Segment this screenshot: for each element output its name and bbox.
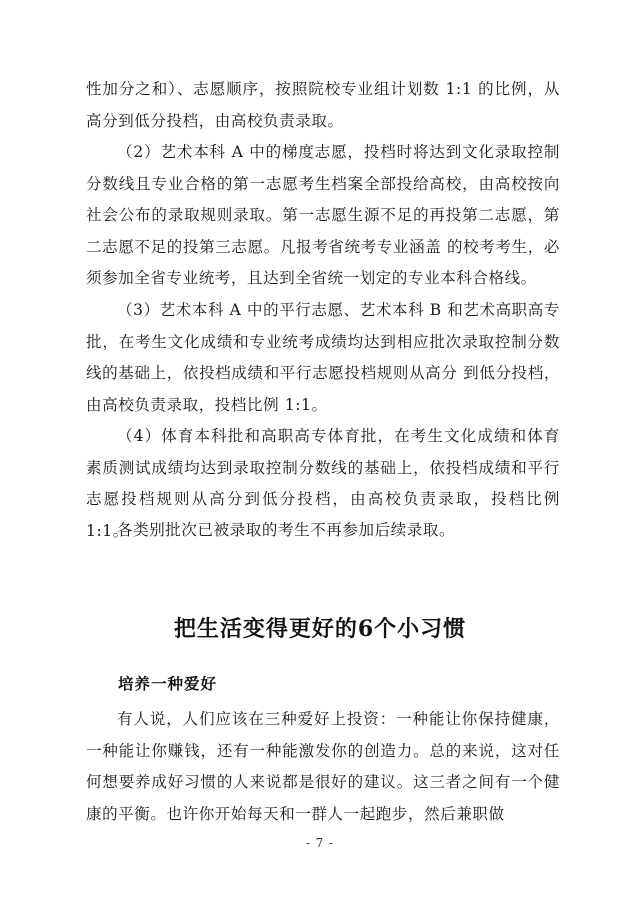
paragraph-admission-ratio: 性加分之和）、志愿顺序，按照院校专业组计划数 1:1 的比例，从高分到低分投档，由高校负责录取。 — [86, 80, 560, 130]
article-body: 有人说，人们应该在三种爱好上投资：一种能让你保持健康，一种能让你赚钱，还有一种能激发你的创造力。总的来说，这对任何想要养成好习惯的人来说都是很好的建议。这三者之间有一个健康的平衡。也许你开始每天和一群人一起跑步，然后兼职做 — [86, 710, 560, 823]
article-subheading: 培养一种爱好 — [118, 674, 218, 693]
paragraph-sports: （4）体育本科批和高职高专体育批，在考生文化成绩和体育素质测试成绩均达到录取控制分数线的基础上，依投档成绩和平行志愿投档规则从高分到低分投档，由高校负责录取，投档比例 1:1。 — [86, 427, 560, 540]
paragraph-art-a-parallel: （3）艺术本科 A 中的平行志愿、艺术本科 B 和艺术高职高专批，在考生文化成绩和专业统考成绩均达到相应批次录取控制分数线的基础上，依投档成绩和平行志愿投档规则从高分 到低分投档，由高校负责录取，投档比例 1:1。 — [86, 301, 560, 414]
page-number: - 7 - — [305, 836, 335, 850]
paragraph-closing-note: 各类别批次已被录取的考生不再参加后续录取。 — [117, 521, 456, 539]
paragraph-art-a-gradient: （2）艺术本科 A 中的梯度志愿，投档时将达到文化录取控制分数线且专业合格的第一志愿考生档案全部投给高校，由高校按向社会公布的录取规则录取。第一志愿生源不足的再投第二志愿，第二志愿不足的投第三志愿。凡报考省统考专业涵盖 的校考考生，必须参加全省专业统考，且达到全省统一划定的专业本科合格线。 — [86, 143, 560, 288]
article-title: 把生活变得更好的6个小习惯 — [173, 616, 467, 642]
